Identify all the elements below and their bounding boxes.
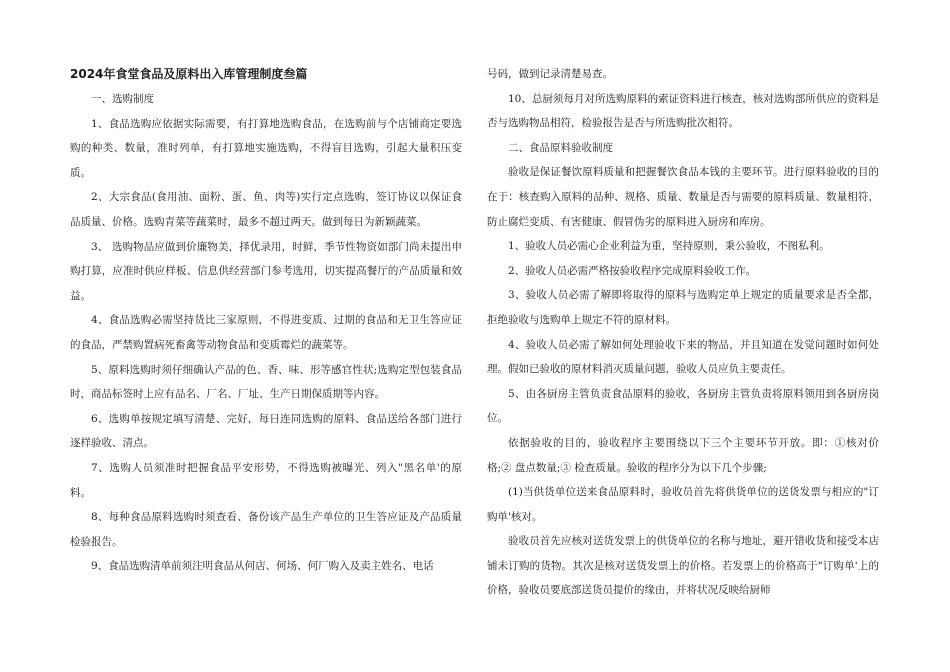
- paragraph: 1、食品选购应依据实际需要，有打算地选购食品，在选购前与个店铺商定要选购的种类、数量，准时列单，有打算地实施选购，不得盲目选购，引起大量积压变质。: [70, 117, 462, 179]
- paragraph: 二、食品原料验收制度: [508, 141, 613, 154]
- document-title: 2024年食堂食品及原料出入库管理制度叁篇: [70, 67, 308, 81]
- paragraph: 10、总厨须每月对所选购原料的索证资料进行核查，核对选购部所供应的资料是否与选购物品相符，检验报告是否与所选购批次相符。: [487, 92, 879, 130]
- right-paragraphs: [487, 87, 879, 603]
- paragraph: 一、选购制度: [91, 93, 154, 105]
- paragraph: 9、食品选购清单前须注明食品从何店、何场、何厂购入及卖主姓名、电话: [91, 560, 434, 573]
- paragraph: 3、验收人员必需了解即将取得的原料与选购定单上规定的质量要求是否全都，拒绝验收与选购单上规定不符的原材料。: [487, 289, 879, 326]
- left-paragraphs: [70, 87, 462, 579]
- paragraph: 7、选购人员须准时把握食品平安形势，不得选购被曝光、列入"黑名单'的原料。: [70, 461, 462, 499]
- paragraph: 验收是保证餐饮原料质量和把握餐饮食品本钱的主要环节。进行原料验收的目的在于：核查购入原料的品种、规格、质量、数量是否与需要的原料质量、数量相符，防止腐烂变质、有害健康、假冒伪劣的原料进入厨房和库房。: [487, 166, 879, 228]
- paragraph: 4、验收人员必需了解如何处理验收下来的物品，并且知道在发觉问题时如何处理。假如已验收的原材料消灭质量问题，验收人员应负主要责任。: [487, 338, 879, 376]
- paragraph: 验收员首先应核对送货发票上的供货单位的名称与地址，避开错收货和接受本店铺未订购的货物。其次是核对送货发票上的价格。若发票上的价格高于"订购单'上的价格，验收员要底部送货员提价的缘由，并将状况反映给厨师: [487, 535, 879, 597]
- left-column: [70, 62, 462, 579]
- paragraph: 5、原料选购时须仔细确认产品的色、香、味、形等感官性状;选购定型包装食品时，商品标签时上应有品名、厂名、厂址、生产日期保质期等内容。: [70, 363, 462, 401]
- continued-paragraph: 号码，做到记录清楚易查。: [487, 68, 613, 80]
- right-column: [487, 62, 879, 603]
- paragraph: 4、食品选购必需坚持货比三家原则，不得进变质、过期的食品和无卫生答应证的食品，严禁购置病死畜禽等动物食品和变质霉烂的蔬菜等。: [70, 314, 462, 351]
- paragraph: 3、 选购物品应做到价廉物美，择优录用，时鲜，季节性物资如部门尚未提出申购打算，应准时供应样板、信息供经营部门参考选用，切实提高餐厅的产品质量和效益。: [70, 240, 462, 302]
- paragraph: 1、验收人员必需心企业利益为重，坚持原则，秉公验收，不图私利。: [508, 240, 830, 253]
- paragraph: (1)当供货单位送来食品原料时，验收员首先将供货单位的送货发票与相应的"订购单'核对。: [487, 486, 879, 523]
- paragraph: 6、选购单按规定填写清楚、完好，每日连同选购的原料、食品送给各部门进行逐样验收、清点。: [70, 412, 462, 450]
- paragraph: 2、验收人员必需严格按验收程序完成原料验收工作。: [508, 264, 757, 277]
- paragraph: 依据验收的目的，验收程序主要围绕以下三个主要环节开放。即：①核对价格;② 盘点数量;③ 检查质量。验收的程序分为以下几个步骤;: [487, 436, 879, 474]
- paragraph: 5、由各厨房主管负责食品原料的验收，各厨房主管负责将原料领用到各厨房岗位。: [487, 387, 879, 425]
- paragraph: 2、大宗食品(食用油、面粉、蛋、鱼、肉等)实行定点选购，签订协议以保证食品质量、价格。选购青菜等蔬菜时，最多不超过两天。做到每日为新颖蔬菜。: [70, 191, 462, 228]
- paragraph: 8、每种食品原料选购时须查看、备份该产品生产单位的卫生答应证及产品质量检验报告。: [70, 511, 462, 548]
